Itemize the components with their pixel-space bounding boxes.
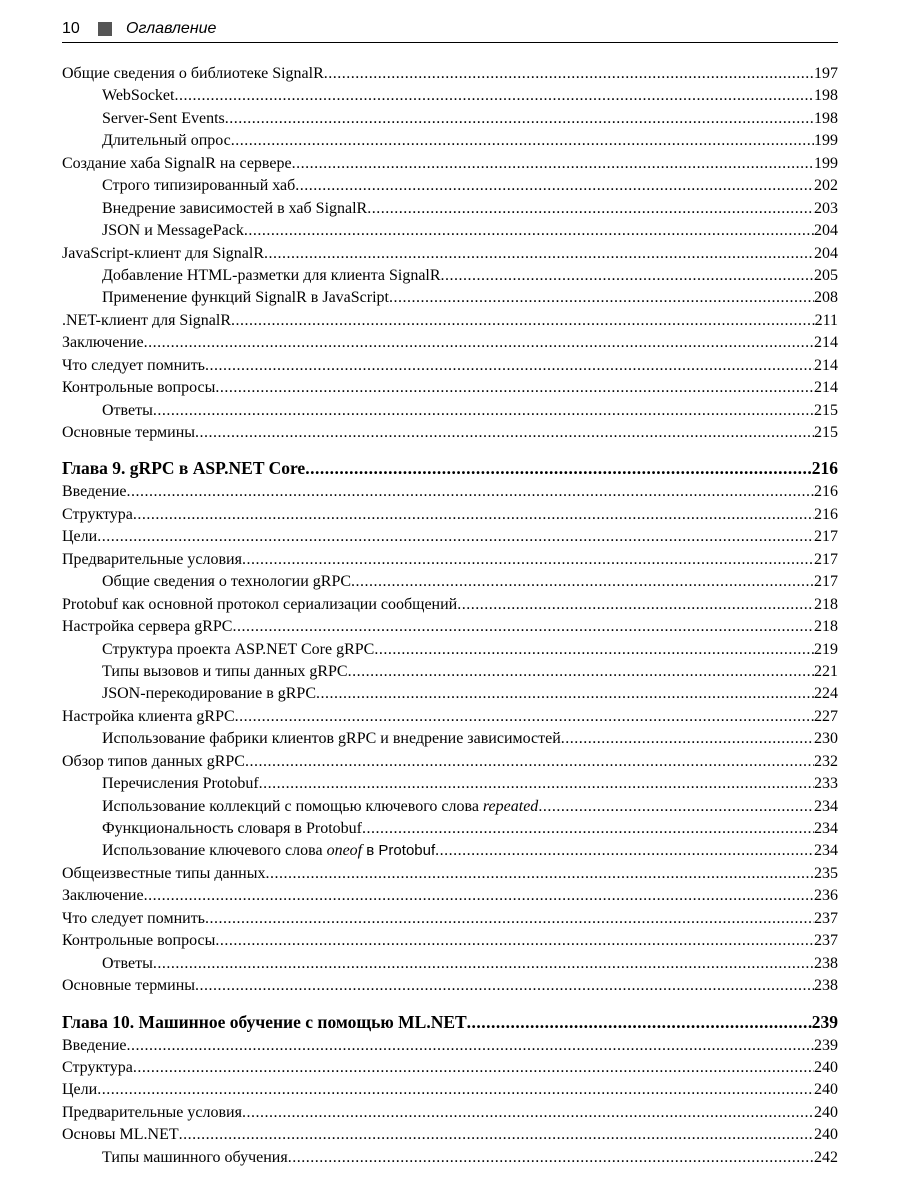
dot-leader	[97, 1079, 814, 1101]
toc-entry-title	[62, 456, 305, 481]
toc-entry-page: 238	[814, 954, 838, 972]
toc-entry-title-suffix: в Protobuf	[362, 842, 436, 860]
dot-leader	[259, 773, 814, 795]
toc-entry-title-text: Использование фабрики клиентов gRPC и внедрение зависимостей	[102, 730, 561, 748]
toc-entry-page: 224	[814, 685, 838, 703]
toc-entry	[62, 63, 838, 85]
toc-entry-title-text: Предварительные условия	[62, 1103, 242, 1121]
toc-entry-title	[102, 198, 367, 220]
toc-entry	[62, 504, 838, 526]
toc-entry-page: 217	[814, 550, 838, 568]
dot-leader	[467, 1010, 812, 1035]
dot-leader	[265, 863, 814, 885]
toc-entry-title-text: Структура проекта ASP.NET Core gRPC	[102, 640, 375, 658]
dot-leader	[232, 616, 814, 638]
dot-leader	[153, 400, 814, 422]
toc-entry-page: 211	[814, 311, 838, 329]
toc-entry-title	[102, 683, 316, 705]
toc-entry-page: 216	[814, 505, 838, 523]
toc-entry-title	[62, 481, 127, 503]
dot-leader	[441, 265, 814, 287]
toc-entry-page: 214	[814, 334, 838, 352]
toc-entry-title-emphasis: oneof	[326, 842, 363, 860]
toc-entry	[62, 1079, 838, 1101]
toc-entry	[62, 728, 838, 750]
toc-entry-title	[102, 265, 441, 287]
toc-entry-title	[62, 1057, 133, 1079]
toc-entry-page: 204	[814, 222, 838, 240]
toc-entry-page: 236	[814, 887, 838, 905]
dot-leader	[538, 796, 814, 818]
toc-entry-title	[102, 400, 153, 422]
toc-entry	[62, 175, 838, 197]
toc-entry-page: 237	[814, 932, 838, 950]
toc-entry-title	[102, 661, 348, 683]
toc-entry-title-text: Заключение	[62, 887, 144, 905]
toc-entry-page: 214	[814, 356, 838, 374]
dot-leader	[435, 840, 814, 862]
toc-entry-title-text: Использование коллекций с помощью ключевого слова	[102, 797, 483, 815]
toc-entry-title-text: Protobuf как основной протокол сериализации сообщений	[62, 595, 458, 613]
toc-entry-title	[62, 751, 245, 773]
toc-entry-title-text: Основы ML.NET	[62, 1126, 179, 1144]
dot-leader	[195, 975, 814, 997]
page-number: 10	[62, 20, 80, 37]
toc-entry-page: 214	[814, 379, 838, 397]
toc-entry-title	[62, 1035, 127, 1057]
dot-leader	[389, 287, 814, 309]
toc-entry-title	[62, 930, 215, 952]
toc-entry-title-text: JavaScript-клиент для SignalR	[62, 244, 264, 262]
running-header	[62, 18, 838, 43]
toc-entry-page: 198	[814, 87, 838, 105]
toc-entry-title-text: Использование ключевого слова	[102, 842, 327, 860]
toc-entry-title	[102, 85, 174, 107]
dot-leader	[153, 953, 814, 975]
dot-leader	[195, 422, 814, 444]
toc-entry-title-text: JSON и MessagePack	[102, 222, 244, 240]
toc-entry-title	[62, 1124, 179, 1146]
toc-chapter-entry	[62, 1010, 838, 1035]
dot-leader	[133, 504, 814, 526]
toc-entry-title-text: Добавление HTML-разметки для клиента SignalR	[102, 266, 441, 284]
toc-entry-title-text: Введение	[62, 483, 127, 501]
toc-entry-title	[62, 908, 205, 930]
toc-entry-title-text: Основные термины	[62, 977, 196, 995]
toc-entry-title-text: Общие сведения о библиотеке SignalR	[62, 65, 324, 82]
toc-entry-title	[62, 153, 292, 175]
toc-entry-page: 242	[814, 1148, 838, 1166]
toc-entry-page: 197	[814, 65, 838, 82]
toc-entry-title	[62, 1102, 242, 1124]
dot-leader	[127, 481, 815, 503]
toc-entry-page: 215	[814, 424, 838, 441]
dot-leader	[295, 175, 814, 197]
toc-entry	[62, 85, 838, 107]
toc-entry-title-text: Цели	[62, 528, 98, 546]
toc-entry-title	[102, 818, 362, 840]
toc-entry-title-text: Структура	[62, 1058, 133, 1076]
toc-entry-title-text: WebSocket	[102, 87, 175, 105]
toc-entry	[62, 310, 838, 332]
dot-leader	[235, 706, 814, 728]
toc-entry	[62, 908, 838, 930]
toc-entry-title-text: Общие сведения о технологии gRPC	[102, 573, 352, 591]
toc-entry-title	[102, 953, 153, 975]
toc-entry-title-text: Типы вызовов и типы данных gRPC	[102, 662, 348, 680]
toc-entry	[62, 1124, 838, 1146]
toc-entry	[62, 332, 838, 354]
toc-entry-title-text: Структура	[62, 505, 133, 523]
toc-entry-page: 227	[814, 707, 838, 725]
toc-entry-title	[102, 773, 259, 795]
toc-entry	[62, 661, 838, 683]
toc-entry-title-text: Функциональность словаря в Protobuf	[102, 820, 362, 837]
dot-leader	[305, 456, 812, 481]
square-bullet-icon	[98, 22, 112, 36]
toc-entry-page: 216	[814, 483, 838, 501]
toc-entry-title-text: Настройка клиента gRPC	[62, 707, 235, 725]
toc-entry-title	[62, 377, 215, 399]
toc-entry-title	[62, 504, 133, 526]
dot-leader	[457, 594, 814, 616]
dot-leader	[374, 639, 814, 661]
toc-entry-page: 240	[814, 1058, 838, 1076]
table-of-contents	[62, 63, 838, 1169]
toc-entry-page: 217	[814, 528, 838, 546]
toc-entry-title-text: Глава 9. gRPC в ASP.NET Core	[62, 458, 306, 479]
toc-entry-page: 218	[814, 595, 838, 613]
dot-leader	[367, 198, 814, 220]
toc-entry-title-text: Введение	[62, 1036, 127, 1054]
toc-entry-page: 240	[814, 1103, 838, 1121]
toc-entry-page: 232	[814, 752, 838, 770]
toc-entry	[62, 355, 838, 377]
toc-entry-title	[62, 863, 265, 885]
toc-entry-page: 234	[814, 820, 838, 837]
toc-entry	[62, 265, 838, 287]
toc-entry-title	[102, 287, 389, 309]
toc-entry-title-text: Что следует помнить	[62, 909, 205, 927]
dot-leader	[348, 661, 814, 683]
dot-leader	[179, 1124, 814, 1146]
dot-leader	[215, 930, 814, 952]
dot-leader	[264, 243, 814, 265]
toc-entry	[62, 975, 838, 997]
toc-entry-title	[62, 1010, 467, 1035]
toc-entry	[62, 840, 838, 862]
toc-entry-title-text: Типы машинного обучения	[102, 1148, 288, 1166]
toc-entry	[62, 422, 838, 444]
toc-entry-page: 234	[814, 797, 838, 815]
toc-entry-title	[62, 332, 144, 354]
toc-entry-title	[102, 1147, 288, 1169]
toc-entry-title-text: Цели	[62, 1081, 98, 1099]
toc-entry	[62, 930, 838, 952]
toc-entry-page: 233	[814, 775, 838, 793]
dot-leader	[561, 728, 814, 750]
dot-leader	[242, 1102, 814, 1124]
toc-entry	[62, 796, 838, 818]
toc-entry	[62, 953, 838, 975]
toc-entry-title-text: Настройка сервера gRPC	[62, 618, 233, 636]
toc-entry	[62, 751, 838, 773]
dot-leader	[245, 751, 814, 773]
toc-entry-page: 199	[814, 154, 838, 172]
toc-entry-title	[62, 422, 195, 444]
toc-entry-page: 198	[814, 109, 838, 127]
toc-entry	[62, 1035, 838, 1057]
toc-entry	[62, 594, 838, 616]
toc-entry-page: 239	[811, 1011, 838, 1032]
toc-entry-page: 219	[814, 640, 838, 658]
toc-entry-title-text: Server-Sent Events	[102, 109, 225, 127]
dot-leader	[231, 310, 815, 332]
toc-entry-page: 199	[814, 132, 838, 150]
toc-entry-page: 240	[814, 1126, 838, 1144]
toc-entry-title-text: Длительный опрос	[102, 132, 231, 150]
toc-entry-title	[102, 728, 561, 750]
toc-entry-page: 221	[814, 662, 838, 680]
toc-entry-page: 239	[814, 1036, 838, 1054]
toc-entry-title-text: Ответы	[102, 401, 153, 419]
toc-entry-title	[62, 63, 324, 85]
toc-entry-title-text: Глава 10. Машинное обучение с помощью ML.NET	[62, 1011, 467, 1032]
toc-entry-page: 215	[814, 401, 838, 419]
toc-entry-title	[62, 526, 97, 548]
toc-entry-page: 216	[811, 458, 838, 479]
toc-entry	[62, 198, 838, 220]
toc-entry-page: 240	[814, 1081, 838, 1099]
toc-entry	[62, 220, 838, 242]
dot-leader	[292, 153, 814, 175]
toc-entry	[62, 773, 838, 795]
toc-entry-title	[62, 243, 264, 265]
toc-entry-title	[62, 616, 232, 638]
dot-leader	[288, 1147, 814, 1169]
toc-entry	[62, 481, 838, 503]
toc-entry	[62, 863, 838, 885]
toc-entry-title	[62, 549, 242, 571]
toc-entry-title	[102, 840, 435, 862]
toc-entry-title-text: Ответы	[102, 954, 153, 972]
toc-entry-title-text: Применение функций SignalR в JavaScript	[102, 289, 389, 307]
toc-entry	[62, 1057, 838, 1079]
toc-entry-title-text: .NET-клиент для SignalR	[62, 311, 231, 329]
toc-entry-title	[62, 885, 144, 907]
toc-entry-page: 235	[814, 864, 838, 882]
dot-leader	[205, 355, 814, 377]
toc-entry-title-text: Внедрение зависимостей в хаб SignalR	[102, 199, 368, 217]
toc-entry	[62, 153, 838, 175]
toc-entry	[62, 377, 838, 399]
running-title: Оглавление	[126, 20, 217, 37]
dot-leader	[324, 63, 814, 85]
toc-entry	[62, 526, 838, 548]
toc-entry-page: 230	[814, 730, 838, 748]
toc-entry-page: 205	[814, 266, 838, 284]
toc-entry	[62, 616, 838, 638]
toc-entry-title	[102, 571, 351, 593]
toc-entry-page: 237	[814, 909, 838, 927]
toc-entry	[62, 683, 838, 705]
toc-entry-title-text: Создание хаба SignalR на сервере	[62, 154, 292, 172]
toc-entry-title	[62, 355, 205, 377]
dot-leader	[174, 85, 814, 107]
toc-entry-page: 202	[814, 177, 838, 195]
toc-entry-page: 208	[814, 289, 838, 307]
toc-entry-title-text: Контрольные вопросы	[62, 932, 216, 950]
toc-entry-title	[102, 175, 295, 197]
toc-entry-title	[62, 706, 235, 728]
toc-entry-title	[62, 594, 457, 616]
toc-entry-title	[102, 108, 225, 130]
toc-entry-title-text: Предварительные условия	[62, 550, 242, 568]
dot-leader	[316, 683, 814, 705]
dot-leader	[144, 885, 814, 907]
dot-leader	[215, 377, 814, 399]
dot-leader	[231, 130, 814, 152]
toc-entry	[62, 818, 838, 840]
toc-entry	[62, 108, 838, 130]
toc-entry-title-text: Общеизвестные типы данных	[62, 864, 266, 882]
toc-entry-page: 218	[814, 618, 838, 636]
toc-entry-title-text: JSON-перекодирование в gRPC	[102, 685, 316, 703]
toc-entry	[62, 639, 838, 661]
dot-leader	[242, 549, 814, 571]
toc-entry	[62, 571, 838, 593]
dot-leader	[205, 908, 814, 930]
toc-entry-page: 217	[814, 573, 838, 591]
toc-entry-title-text: Основные термины	[62, 424, 196, 441]
toc-entry-title	[102, 796, 538, 818]
dot-leader	[97, 526, 814, 548]
toc-entry	[62, 706, 838, 728]
toc-entry-title-text: Обзор типов данных gRPC	[62, 752, 245, 770]
toc-entry-title	[62, 310, 231, 332]
toc-entry-title	[102, 639, 374, 661]
toc-entry	[62, 1102, 838, 1124]
toc-entry-title-text: Строго типизированный хаб	[102, 177, 296, 195]
toc-entry	[62, 400, 838, 422]
toc-entry-page: 238	[814, 977, 838, 995]
toc-entry-title-text: Что следует помнить	[62, 356, 205, 374]
toc-entry-title	[62, 975, 195, 997]
toc-entry	[62, 549, 838, 571]
toc-entry	[62, 130, 838, 152]
toc-entry-title	[62, 1079, 97, 1101]
dot-leader	[133, 1057, 814, 1079]
dot-leader	[244, 220, 814, 242]
toc-entry	[62, 885, 838, 907]
toc-entry-title	[102, 130, 231, 152]
toc-entry-page: 203	[814, 199, 838, 217]
toc-entry	[62, 287, 838, 309]
dot-leader	[362, 818, 814, 840]
toc-entry	[62, 1147, 838, 1169]
toc-entry-title	[102, 220, 244, 242]
toc-entry-page: 204	[814, 244, 838, 262]
dot-leader	[351, 571, 814, 593]
toc-entry-title-text: Контрольные вопросы	[62, 379, 216, 397]
toc-chapter-entry	[62, 456, 838, 481]
toc-entry-title-emphasis: repeated	[482, 797, 539, 815]
dot-leader	[144, 332, 814, 354]
toc-entry-title-text: Заключение	[62, 334, 144, 352]
toc-entry	[62, 243, 838, 265]
toc-entry-page: 234	[814, 842, 838, 860]
dot-leader	[127, 1035, 815, 1057]
dot-leader	[225, 108, 814, 130]
toc-entry-title-text: Перечисления Protobuf	[102, 775, 259, 793]
